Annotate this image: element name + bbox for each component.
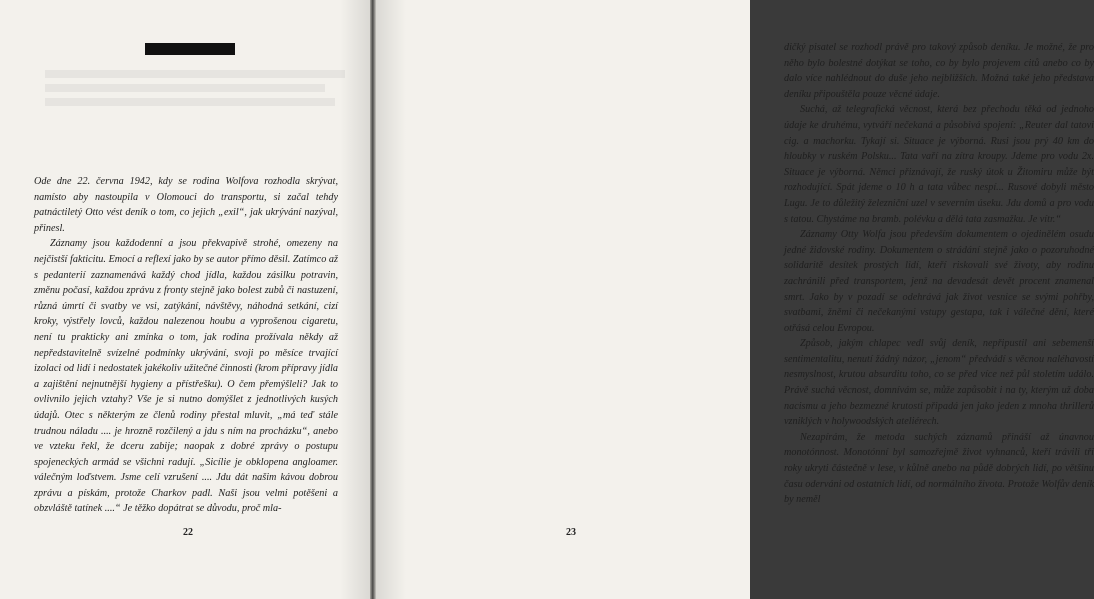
paragraph: Záznamy Otty Wolfa jsou především dokumentem o ojedinělém osudu jedné židovské rodiny. Dokumentem o strádání stejně jako o pozoruhodné solidaritě desítek prostých lidí, kteří riskovali své životy, aby rodinu zachránili před transportem, jenž na devadesát devět procent znamenal smrt. Jako by v pozadí se odehrává jak život vesnice se svými pohřby, svatbami, žněmi či nečekanými vstupy gestapa, tak i válečné dění, které otřásá celou Evropou. (784, 229, 1094, 334)
page-number-right: 23 (566, 527, 576, 538)
right-page (376, 0, 1094, 599)
paragraph: dičký pisatel se rozhodl právě pro takový způsob deníku. Je možné, že pro něho bylo bolestné dotýkat se toho, co by bylo projevem citů anebo co by dalo více nahlédnout do duše jeho nejbližších. Možná také jeho představa deníku připouštěla pouze věcné údaje. (784, 42, 1094, 100)
show-through-line (45, 84, 325, 92)
paragraph: Suchá, až telegrafická věcnost, která bez přechodu těká od jednoho údaje ke druhému, vytváří nečekaná a působivá spojení: „Reuter dal tatovi cig. a machorku. Tykají si. Situace je výborná. Rusi jsou prý 40 km do hloubky v ruském Polsku... Tata vaří na zítra kroupy. Jdeme pro vodu 2x. Situace je výborná. Němci přiznávají, že ruský útok u Žitomiru může být rozhodující. Spát jdeme o 10 h a tata vůbec nespí... Rusové dobyli město Lugu. Je to důležitý železniční uzel v severním úseku. Jdu domů a pro vodu s tatou. Chystáme na bramb. polévku a dělá tata zasmažku. Je vítr.“ (784, 104, 1094, 225)
paragraph: Ode dne 22. června 1942, kdy se rodina Wolfova rozhodla skrývat, namísto aby nastoupila v Olomouci do transportu, si začal tehdy patnáctiletý Otto vést deník o tom, co jejich „exil“, jak ukrývání nazýval, přinesl. (34, 176, 338, 234)
paragraph: Nezapírám, že metoda suchých záznamů přináší až únavnou monotónnost. Monotónní byl samozřejmě život vyhnanců, kteří trávili tři roky ukryti částečně v lese, v kůlně anebo na půdě dobrých lidí, po většinu času oderváni od ostatních lidí, od normálního života. Protože Wolfův deník by neměl (784, 431, 1094, 506)
show-through-line (45, 70, 345, 78)
show-through-line (45, 98, 335, 106)
paragraph: Způsob, jakým chlapec vedl svůj deník, nepřipustil ani sebemenší sentimentalitu, nenutí žádný názor, „jenom“ předvádí s věcnou naléhavostí nesmyslnost, krutou absurditu toho, co se před více než půl stoletím událo. Právě suchá věcnost, domnívám se, může zapůsobit i na ty, kterým už doba nacismu a jeho bezmezné krutosti připadá jen jako jeden z mnoha thrillerů vzniklých v holywoodských ateliérech. (784, 338, 1094, 428)
page-number-left: 22 (183, 527, 193, 538)
left-page-gutter-shadow (340, 0, 370, 599)
right-page-text (784, 40, 1094, 508)
left-page (0, 0, 370, 599)
redaction-bar (145, 43, 235, 55)
left-page-text (34, 174, 338, 517)
paragraph: Záznamy jsou každodenní a jsou překvapivě strohé, omezeny na nejčistší fakticitu. Emocí a reflexí jako by se autor přímo děsil. Zatímco až s pedanterií zaznamenává každý chod jídla, každou zásilku potravin, změnu počasí, každou zprávu z fronty stejně jako bolest zubů či nastuzení, různá úmrtí či svatby ve vsi, zatýkání, návštěvy, náhodná setkání, cizí kroky, výstřely lovců, každou nalezenou houbu a vyprošenou cigaretu, není tu prakticky ani zmínka o tom, jak rodina prožívala někdy až nepředstavitelně svízelné podmínky ukrývání, svoji po měsíce trvající izolaci od lidí i nedostatek jakékoliv užitečné činnosti (krom přípravy jídla a zajištění nejnutnější hygieny a přístřešku). O čem přemýšleli? Jak to ovlivnilo jejich vztahy? Vše je si nutno domýšlet z jednotlivých kusých údajů. Otec s některým ze členů rodiny přestal mluvit, „má teď stále trudnou náladu .... je hrozně rozčilený a jdu s ním na procházku“, anebo ve vzteku řekl, že dceru zabije; naopak z dobré zprávy o postupu spojeneckých armád se všichni radují. „Sicílie je obklopena angloamer. válečným loďstvem. Jsme celí vzrušení .... Jdu dát našim kávou dobrou zprávu a pískám, protože Charkov padl. Naši jsou velmi potěšeni a obzvláště tatínek ....“ Je těžko dopátrat se důvodu, proč mla- (34, 238, 338, 515)
right-page-gutter-shadow (376, 0, 406, 599)
